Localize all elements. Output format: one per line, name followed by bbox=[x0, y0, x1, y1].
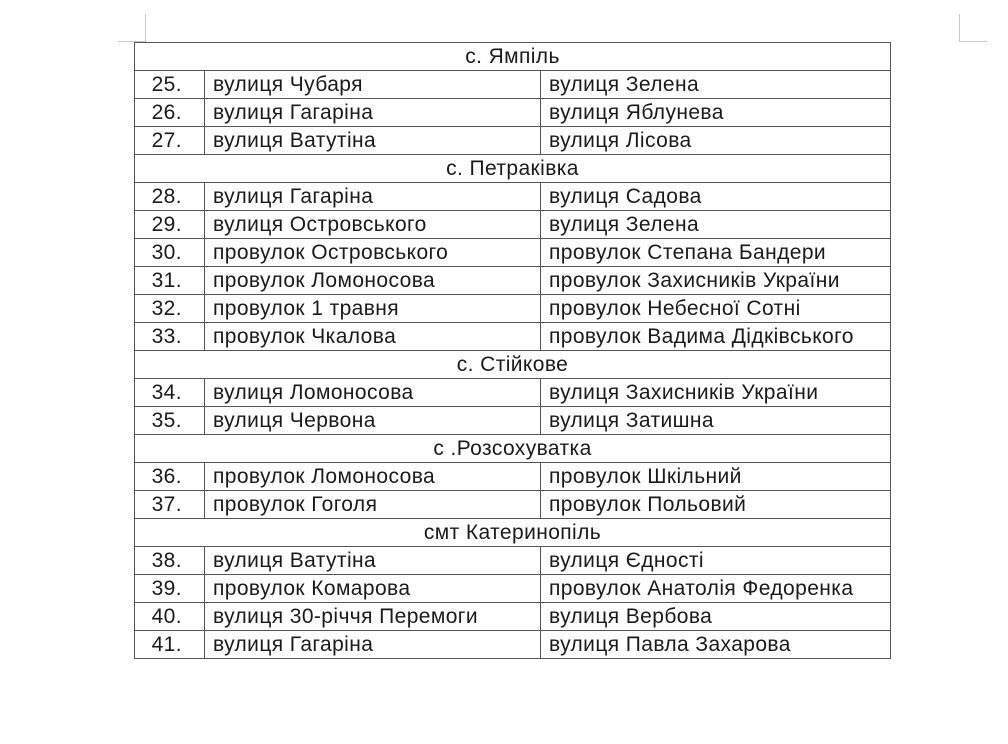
row-number: 29. bbox=[135, 211, 205, 239]
street-name-left: вулиця Червона bbox=[205, 407, 541, 435]
row-number: 35. bbox=[135, 407, 205, 435]
row-number: 27. bbox=[135, 127, 205, 155]
street-name-left: вулиця Гагаріна bbox=[205, 99, 541, 127]
street-name-left: вулиця 30-річчя Перемоги bbox=[205, 603, 541, 631]
street-name-right: вулиця Єдності bbox=[541, 547, 891, 575]
row-number: 38. bbox=[135, 547, 205, 575]
margin-mark-left-vertical bbox=[145, 14, 146, 42]
table-row bbox=[135, 127, 891, 155]
row-number: 25. bbox=[135, 71, 205, 99]
row-number: 37. bbox=[135, 491, 205, 519]
table-row bbox=[135, 379, 891, 407]
table-row bbox=[135, 267, 891, 295]
section-title: с. Петраківка bbox=[135, 155, 891, 183]
street-name-left: вулиця Ватутіна bbox=[205, 127, 541, 155]
section-title: с. Стійкове bbox=[135, 351, 891, 379]
table-row bbox=[135, 323, 891, 351]
table-row bbox=[135, 463, 891, 491]
street-name-right: провулок Анатолія Федоренка bbox=[541, 575, 891, 603]
street-name-right: вулиця Затишна bbox=[541, 407, 891, 435]
table-row bbox=[135, 183, 891, 211]
street-name-right: вулиця Павла Захарова bbox=[541, 631, 891, 659]
section-row bbox=[135, 519, 891, 547]
table-row bbox=[135, 295, 891, 323]
street-name-left: провулок Островського bbox=[205, 239, 541, 267]
street-name-left: провулок Чкалова bbox=[205, 323, 541, 351]
table-row bbox=[135, 547, 891, 575]
street-name-left: вулиця Чубаря bbox=[205, 71, 541, 99]
street-name-left: провулок Ломоносова bbox=[205, 463, 541, 491]
street-name-left: провулок 1 травня bbox=[205, 295, 541, 323]
street-name-right: провулок Польовий bbox=[541, 491, 891, 519]
row-number: 40. bbox=[135, 603, 205, 631]
table-row bbox=[135, 407, 891, 435]
street-name-right: вулиця Захисників України bbox=[541, 379, 891, 407]
street-name-left: провулок Ломоносова bbox=[205, 267, 541, 295]
table-row bbox=[135, 631, 891, 659]
section-row bbox=[135, 155, 891, 183]
street-name-right: провулок Шкільний bbox=[541, 463, 891, 491]
street-name-left: вулиця Островського bbox=[205, 211, 541, 239]
row-number: 31. bbox=[135, 267, 205, 295]
street-name-right: вулиця Садова bbox=[541, 183, 891, 211]
street-name-right: вулиця Яблунева bbox=[541, 99, 891, 127]
street-name-left: вулиця Ватутіна bbox=[205, 547, 541, 575]
margin-mark-right-vertical bbox=[959, 14, 960, 42]
street-name-right: провулок Вадима Дідківського bbox=[541, 323, 891, 351]
street-name-left: вулиця Ломоносова bbox=[205, 379, 541, 407]
table-row bbox=[135, 575, 891, 603]
street-name-left: провулок Комарова bbox=[205, 575, 541, 603]
section-title: с. Ямпіль bbox=[135, 43, 891, 71]
street-name-left: провулок Гоголя bbox=[205, 491, 541, 519]
street-name-right: вулиця Вербова bbox=[541, 603, 891, 631]
row-number: 28. bbox=[135, 183, 205, 211]
row-number: 32. bbox=[135, 295, 205, 323]
row-number: 33. bbox=[135, 323, 205, 351]
street-name-right: провулок Захисників України bbox=[541, 267, 891, 295]
street-name-right: вулиця Зелена bbox=[541, 211, 891, 239]
section-title: с .Розсохуватка bbox=[135, 435, 891, 463]
row-number: 34. bbox=[135, 379, 205, 407]
table-row bbox=[135, 603, 891, 631]
row-number: 30. bbox=[135, 239, 205, 267]
street-name-left: вулиця Гагаріна bbox=[205, 631, 541, 659]
row-number: 39. bbox=[135, 575, 205, 603]
section-row bbox=[135, 435, 891, 463]
streets-table-body bbox=[135, 43, 891, 659]
street-name-right: провулок Небесної Сотні bbox=[541, 295, 891, 323]
street-name-right: провулок Степана Бандери bbox=[541, 239, 891, 267]
streets-table bbox=[134, 42, 891, 659]
table-row bbox=[135, 71, 891, 99]
table-row bbox=[135, 491, 891, 519]
row-number: 26. bbox=[135, 99, 205, 127]
row-number: 36. bbox=[135, 463, 205, 491]
table-row bbox=[135, 211, 891, 239]
table-row bbox=[135, 99, 891, 127]
street-name-left: вулиця Гагаріна bbox=[205, 183, 541, 211]
row-number: 41. bbox=[135, 631, 205, 659]
margin-mark-right-horizontal bbox=[959, 41, 987, 42]
section-row bbox=[135, 43, 891, 71]
section-row bbox=[135, 351, 891, 379]
street-name-right: вулиця Зелена bbox=[541, 71, 891, 99]
street-name-right: вулиця Лісова bbox=[541, 127, 891, 155]
table-row bbox=[135, 239, 891, 267]
section-title: смт Катеринопіль bbox=[135, 519, 891, 547]
